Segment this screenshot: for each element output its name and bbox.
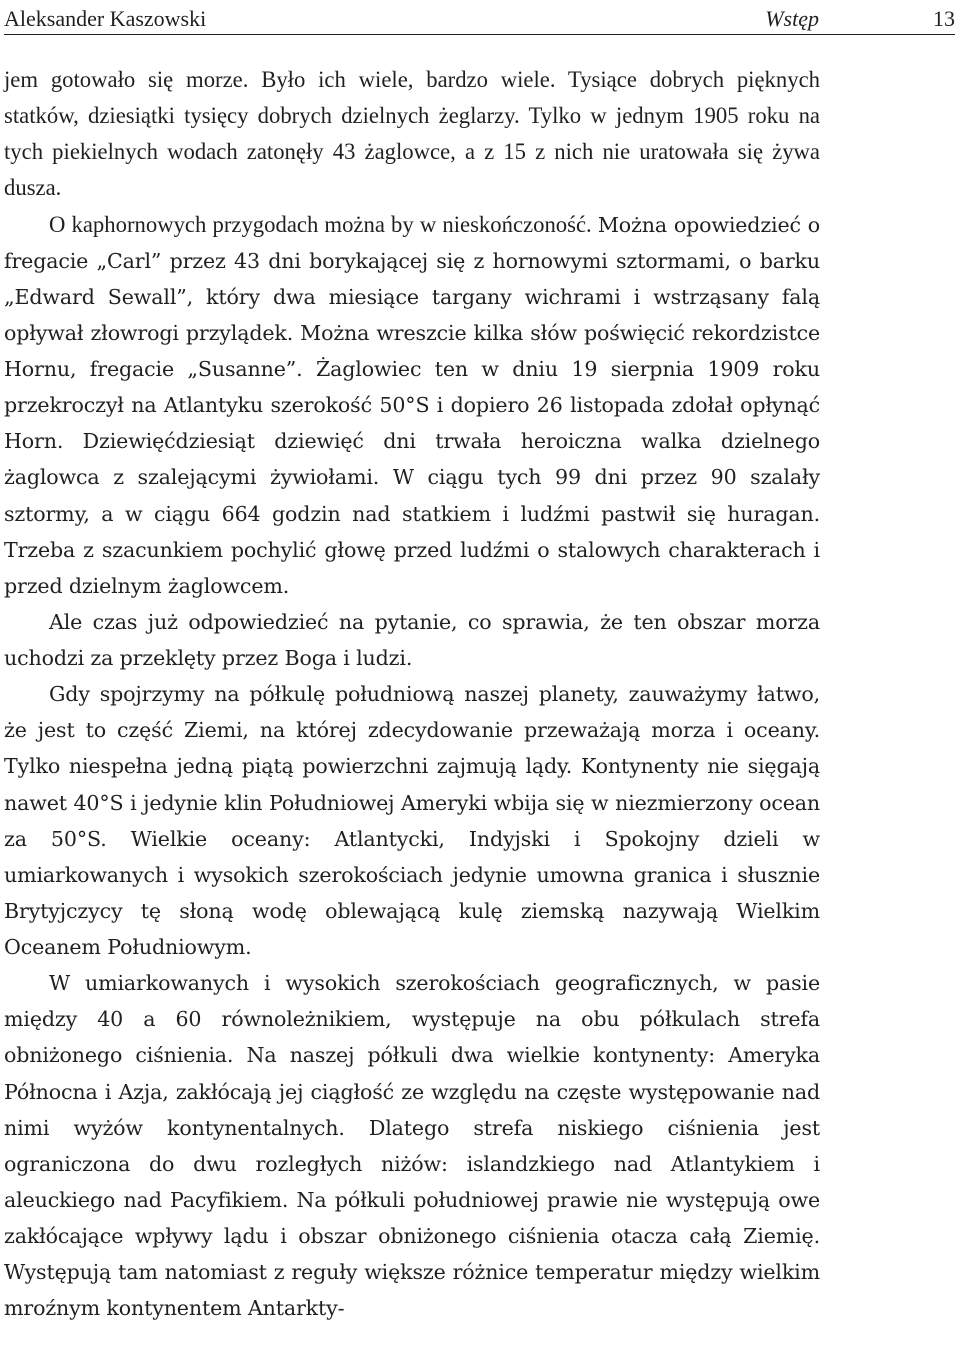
paragraph-low-pressure: W umiarkowanych i wysokich szerokościach geograficznych, w pasie między 40 a 60 równoleżnikiem, występuje na obu półkulach strefa obniżonego ciśnienia. Na naszej półkuli dwa wielkie kontynenty: Ameryka Północna i Azja, zakłócają jej ciągłość ze względu na częste występowanie nad nimi wyżów kontynentalnych. Dlatego strefa niskiego ciśnienia jest ograniczona do dwu rozległych niżów: islandzkiego nad Atlantykiem i aleuckiego nad Pacyfikiem. Na półkuli południowej prawie nie występują owe zakłócające wpływy lądu i obszar obniżonego ciśnienia otacza całą Ziemię. Występują tam natomiast z reguły większe różnice temperatur między wielkim mroźnym kontynentem Antarkty- (4, 971, 820, 1321)
paragraph-question: Ale czas już odpowiedzieć na pytanie, co sprawia, że ten obszar morza uchodzi za przeklęty przez Boga i ludzi. (4, 609, 820, 670)
running-header (4, 5, 955, 33)
header-section-title: Wstęp (765, 6, 819, 31)
paragraph-text: O kaphornowych przygodach można by w nieskończoność. (49, 211, 598, 237)
paragraph-southern-hemisphere: Gdy spojrzymy na półkulę południową naszej planety, zauważymy łatwo, że jest to część Ziemi, na której zdecydowanie przeważają morza i oceany. Tylko niespełna jedną piątą powierzchni zajmują lądy. Kontynenty nie sięgają nawet 40°S i jedynie klin Południowej Ameryki wbija się w niezmierzony ocean za 50°S. Wielkie oceany: Atlantycki, Indyjski i Spokojny dzieli w umiarkowanych i wysokich szerokościach jedynie umowna granica i słusznie Brytyjczycy tę słoną wodę oblewającą kulę ziemską nazywają Wielkim Oceanem Południowym. (4, 682, 820, 959)
header-rule (4, 34, 955, 35)
paragraph-kaphorn-intro (4, 207, 820, 604)
paragraph-continued: jem gotowało się morze. Było ich wiele, bardzo wiele. Tysiące dobrych pięknych statków, dziesiątki tysięcy dobrych dzielnych żeglarzy. Tylko w jednym 1905 roku na tych piekielnych wodach zatonęły 43 żaglowce, a z 15 z nich nie uratowała się żywa dusza. (4, 67, 820, 201)
header-author: Aleksander Kaszowski (4, 6, 207, 31)
paragraph-text-continuation: Można opowiedzieć o fregacie „Carl” przez 43 dni borykającej się z hornowymi sztormami, o barku „Edward Sewall”, który dwa miesiące targany wichrami i wstrząsany falą opływał złowrogi przylądek. Można wreszcie kilka słów poświęcić rekordzistce Hornu, fregacie „Susanne”. Żaglowiec ten w dniu 19 sierpnia 1909 roku przekroczył na Atlantyku szerokość 50°S i dopiero 26 listopada zdołał opłynąć Horn. Dziewięćdziesiąt dziewięć dni trwała heroiczna walka dzielnego żaglowca z szalejącymi żywiołami. W ciągu tych 99 dni przez 90 szalały sztormy, a w ciągu 664 godzin nad statkiem i ludźmi pastwił się huragan. Trzeba z szacunkiem pochylić głowę przed ludźmi o stalowych charakterach i przed dzielnym żaglowcem. (4, 212, 821, 598)
body-text (4, 62, 820, 1326)
page-number: 13 (933, 6, 955, 31)
